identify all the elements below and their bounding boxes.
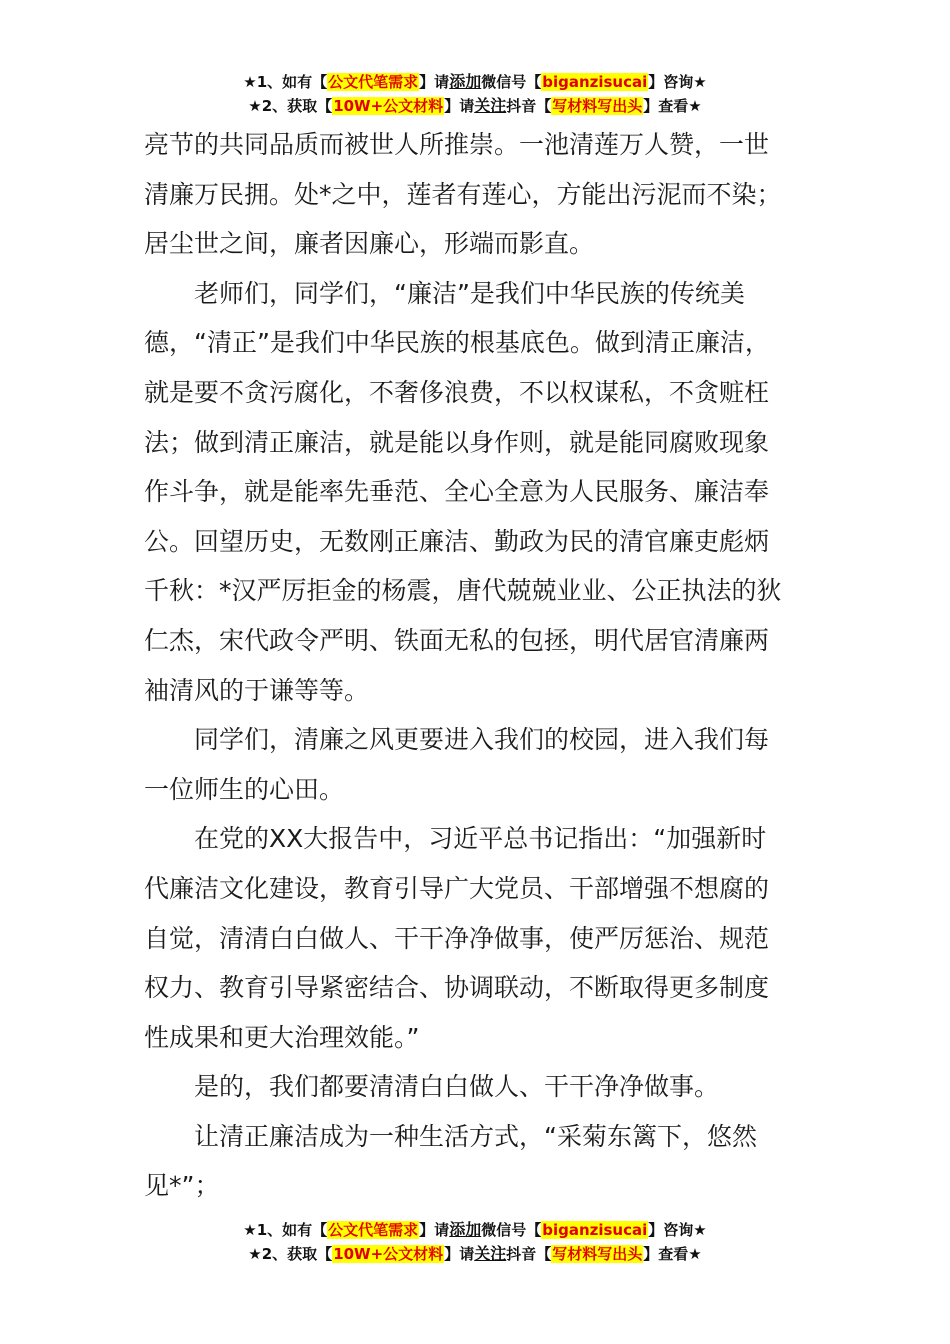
body-line: 让清正廉洁成为一种生活方式，“采菊东篱下，悠然 [194, 1121, 757, 1151]
banner-text: 】查看★ [643, 97, 702, 115]
body-line: 在党的XX大报告中，习近平总书记指出：“加强新时 [194, 824, 767, 854]
banner-emphasis: 添加 [449, 1220, 482, 1239]
document-body [144, 120, 814, 1211]
banner-line-1 [0, 70, 950, 94]
banner-text: 】查看★ [643, 1245, 702, 1263]
body-line: 仁杰，宋代政令严明、铁面无私的包拯，明代居官清廉两 [144, 625, 770, 655]
body-line: 袖清风的于谦等等。 [144, 675, 370, 705]
body-line: 法；做到清正廉洁，就是能以身作则，就是能同腐败现象 [144, 427, 770, 457]
body-line: 公。回望历史，无数刚正廉洁、勤政为民的清官廉吏彪炳 [144, 526, 770, 556]
banner-highlight: 10W+公文材料 [333, 1245, 444, 1263]
banner-text: 】请 [419, 1221, 450, 1239]
body-line: 千秋：*汉严厉拒金的杨震，唐代兢兢业业、公正执法的狄 [144, 576, 782, 606]
body-line: 居尘世之间，廉者因廉心，形端而影直。 [144, 229, 595, 259]
banner-text: 微信号【 [481, 73, 542, 91]
banner-text: ★1、如有【 [243, 1221, 328, 1239]
banner-emphasis: 关注 [474, 1244, 507, 1263]
body-line: 代廉洁文化建设，教育引导广大党员、干部增强不想腐的 [144, 873, 770, 903]
body-line: 同学们，清廉之风更要进入我们的校园，进入我们每 [194, 725, 770, 755]
body-line: 一位师生的心田。 [144, 774, 345, 804]
body-line: 作斗争，就是能率先垂范、全心全意为人民服务、廉洁奉 [144, 477, 770, 507]
banner-highlight: 10W+公文材料 [333, 97, 444, 115]
banner-highlight: biganzisucai [542, 1221, 648, 1239]
body-line: 权力、教育引导紧密结合、协调联动，不断取得更多制度 [144, 973, 770, 1003]
banner-highlight: 写材料写出头 [552, 1245, 643, 1263]
body-line: 老师们，同学们，“廉洁”是我们中华民族的传统美 [194, 278, 745, 308]
banner-text: 】请 [419, 73, 450, 91]
body-line: 性成果和更大治理效能。” [144, 1022, 420, 1052]
banner-text: 微信号【 [481, 1221, 542, 1239]
header-banner [0, 70, 950, 118]
body-line: 见*”； [144, 1171, 220, 1201]
body-line: 德，“清正”是我们中华民族的根基底色。做到清正廉洁， [144, 328, 770, 358]
banner-emphasis: 添加 [449, 72, 482, 91]
banner-text: 】咨询★ [648, 1221, 707, 1239]
banner-text: 抖音【 [506, 1245, 552, 1263]
banner-emphasis: 关注 [474, 96, 507, 115]
body-line: 亮节的共同品质而被世人所推崇。一池清莲万人赞，一世 [144, 130, 770, 159]
banner-text: 】请 [444, 97, 475, 115]
body-line: 就是要不贪污腐化，不奢侈浪费，不以权谋私，不贪赃枉 [144, 377, 770, 407]
banner-text: ★1、如有【 [243, 73, 328, 91]
banner-line-2 [0, 94, 950, 118]
banner-text: ★2、获取【 [248, 97, 333, 115]
banner-text: ★2、获取【 [248, 1245, 333, 1263]
banner-line-2 [0, 1242, 950, 1266]
banner-text: 】咨询★ [648, 73, 707, 91]
banner-text: 】请 [444, 1245, 475, 1263]
body-line: 自觉，清清白白做人、干干净净做事，使严厉惩治、规范 [144, 923, 770, 953]
banner-line-1 [0, 1218, 950, 1242]
banner-highlight: 公文代笔需求 [328, 73, 419, 91]
banner-highlight: biganzisucai [542, 73, 648, 91]
body-line: 清廉万民拥。处*之中，莲者有莲心，方能出污泥而不染； [144, 179, 782, 209]
banner-text: 抖音【 [506, 97, 552, 115]
body-line: 是的，我们都要清清白白做人、干干净净做事。 [194, 1072, 720, 1102]
footer-banner [0, 1218, 950, 1266]
banner-highlight: 写材料写出头 [552, 97, 643, 115]
banner-highlight: 公文代笔需求 [328, 1221, 419, 1239]
